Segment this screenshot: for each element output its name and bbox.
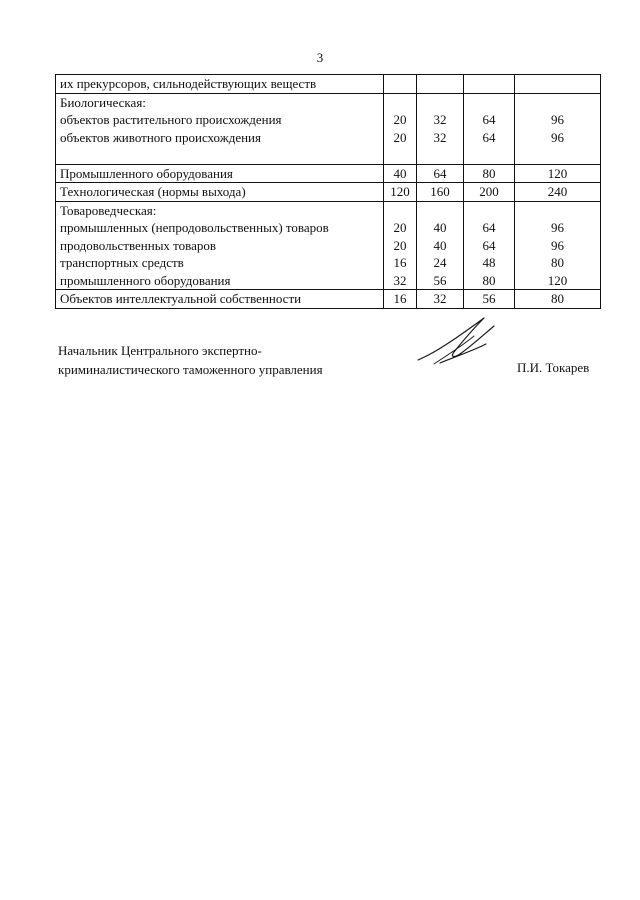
value-cell xyxy=(515,183,601,202)
row-label-line: продовольственных товаров xyxy=(60,237,217,253)
value-line: 80 xyxy=(482,165,496,181)
signatory-position-line-1: Начальник Центрального экспертно- xyxy=(58,343,262,358)
value-line: 56 xyxy=(433,272,447,288)
value-line: 64 xyxy=(433,165,447,181)
value-line xyxy=(384,146,416,164)
value-line xyxy=(417,94,463,112)
value-line: 20 xyxy=(393,112,407,127)
row-label-line: Биологическая: xyxy=(60,94,146,110)
table-row xyxy=(56,183,601,202)
row-label-cell xyxy=(56,75,384,94)
row-label-line: объектов животного происхождения xyxy=(60,129,261,145)
value-line xyxy=(515,94,600,112)
value-line: 56 xyxy=(482,291,496,306)
value-cell xyxy=(384,164,417,183)
row-label-cell xyxy=(56,183,384,202)
value-line: 32 xyxy=(433,112,447,127)
row-label-line: промышленных (непродовольственных) товаров xyxy=(60,220,329,235)
value-cell xyxy=(464,183,515,202)
row-label-line: Объектов интеллектуальной собственности xyxy=(60,291,302,306)
signatory-position-line-2: криминалистического таможенного управления xyxy=(58,362,323,377)
page-number: 3 xyxy=(316,50,324,65)
value-line xyxy=(515,75,600,93)
value-line: 64 xyxy=(482,237,496,253)
value-line: 240 xyxy=(547,184,568,199)
value-cell xyxy=(384,201,417,290)
value-cell xyxy=(384,75,417,94)
value-line: 80 xyxy=(551,255,564,270)
value-line xyxy=(384,94,416,112)
value-line: 96 xyxy=(551,112,564,127)
value-cell xyxy=(384,290,417,309)
value-cell xyxy=(417,290,464,309)
value-line: 32 xyxy=(393,272,407,288)
table-row xyxy=(56,93,601,164)
row-label-line: Технологическая (нормы выхода) xyxy=(60,184,246,199)
value-line: 200 xyxy=(479,184,499,199)
value-cell xyxy=(417,164,464,183)
value-cell xyxy=(515,201,601,290)
row-label-cell xyxy=(56,290,384,309)
value-line xyxy=(417,146,463,164)
value-line xyxy=(384,202,416,220)
value-cell xyxy=(384,183,417,202)
value-line: 64 xyxy=(482,220,496,235)
value-cell xyxy=(515,290,601,309)
value-cell xyxy=(464,164,515,183)
value-line xyxy=(515,146,600,164)
value-cell xyxy=(515,164,601,183)
row-label-line: их прекурсоров, сильнодействующих веществ xyxy=(60,76,317,91)
value-line xyxy=(417,75,463,93)
value-cell xyxy=(384,93,417,164)
value-cell xyxy=(417,183,464,202)
value-line xyxy=(464,94,514,112)
value-line: 20 xyxy=(393,237,407,253)
value-line xyxy=(464,146,514,164)
value-line: 20 xyxy=(393,129,407,145)
value-line: 48 xyxy=(482,255,496,270)
value-line: 120 xyxy=(547,165,568,181)
row-label-line: промышленного оборудования xyxy=(60,272,231,288)
value-line: 120 xyxy=(390,184,410,199)
row-label-line: объектов растительного происхождения xyxy=(60,112,282,127)
row-label-line: транспортных средств xyxy=(60,255,184,270)
value-line: 40 xyxy=(433,237,447,253)
value-line: 32 xyxy=(433,129,447,145)
value-line xyxy=(384,75,416,93)
value-cell xyxy=(417,75,464,94)
value-line: 80 xyxy=(482,272,496,288)
row-label-line xyxy=(60,146,379,164)
signatory-name: П.И. Токарев xyxy=(517,360,590,375)
row-label-cell xyxy=(56,164,384,183)
value-cell xyxy=(515,75,601,94)
value-line: 40 xyxy=(433,220,447,235)
value-line: 80 xyxy=(551,291,564,306)
value-line: 120 xyxy=(547,272,568,288)
norms-table xyxy=(55,74,601,309)
value-line: 20 xyxy=(393,220,407,235)
value-line: 160 xyxy=(430,184,450,199)
row-label-line: Товароведческая: xyxy=(60,202,157,218)
row-label-cell xyxy=(56,93,384,164)
value-cell xyxy=(417,93,464,164)
value-cell xyxy=(464,290,515,309)
value-line: 96 xyxy=(551,220,564,235)
table-row xyxy=(56,75,601,94)
value-line: 96 xyxy=(551,129,564,145)
value-cell xyxy=(464,93,515,164)
table-row xyxy=(56,201,601,290)
value-cell xyxy=(515,93,601,164)
value-line xyxy=(464,202,514,220)
value-line xyxy=(515,202,600,220)
value-line: 16 xyxy=(393,255,407,270)
value-line: 24 xyxy=(433,255,447,270)
signatory-position xyxy=(58,341,323,379)
row-label-cell xyxy=(56,201,384,290)
table-row xyxy=(56,290,601,309)
handwritten-signature xyxy=(410,316,500,371)
value-line xyxy=(417,202,463,220)
value-cell xyxy=(464,201,515,290)
value-cell xyxy=(417,201,464,290)
value-line: 64 xyxy=(482,112,496,127)
value-line: 40 xyxy=(393,165,407,181)
value-cell xyxy=(464,75,515,94)
table-row xyxy=(56,164,601,183)
value-line: 96 xyxy=(551,237,564,253)
row-label-line: Промышленного оборудования xyxy=(60,165,233,181)
value-line: 32 xyxy=(433,291,447,306)
value-line xyxy=(464,75,514,93)
value-line: 64 xyxy=(482,129,496,145)
value-line: 16 xyxy=(393,291,407,306)
